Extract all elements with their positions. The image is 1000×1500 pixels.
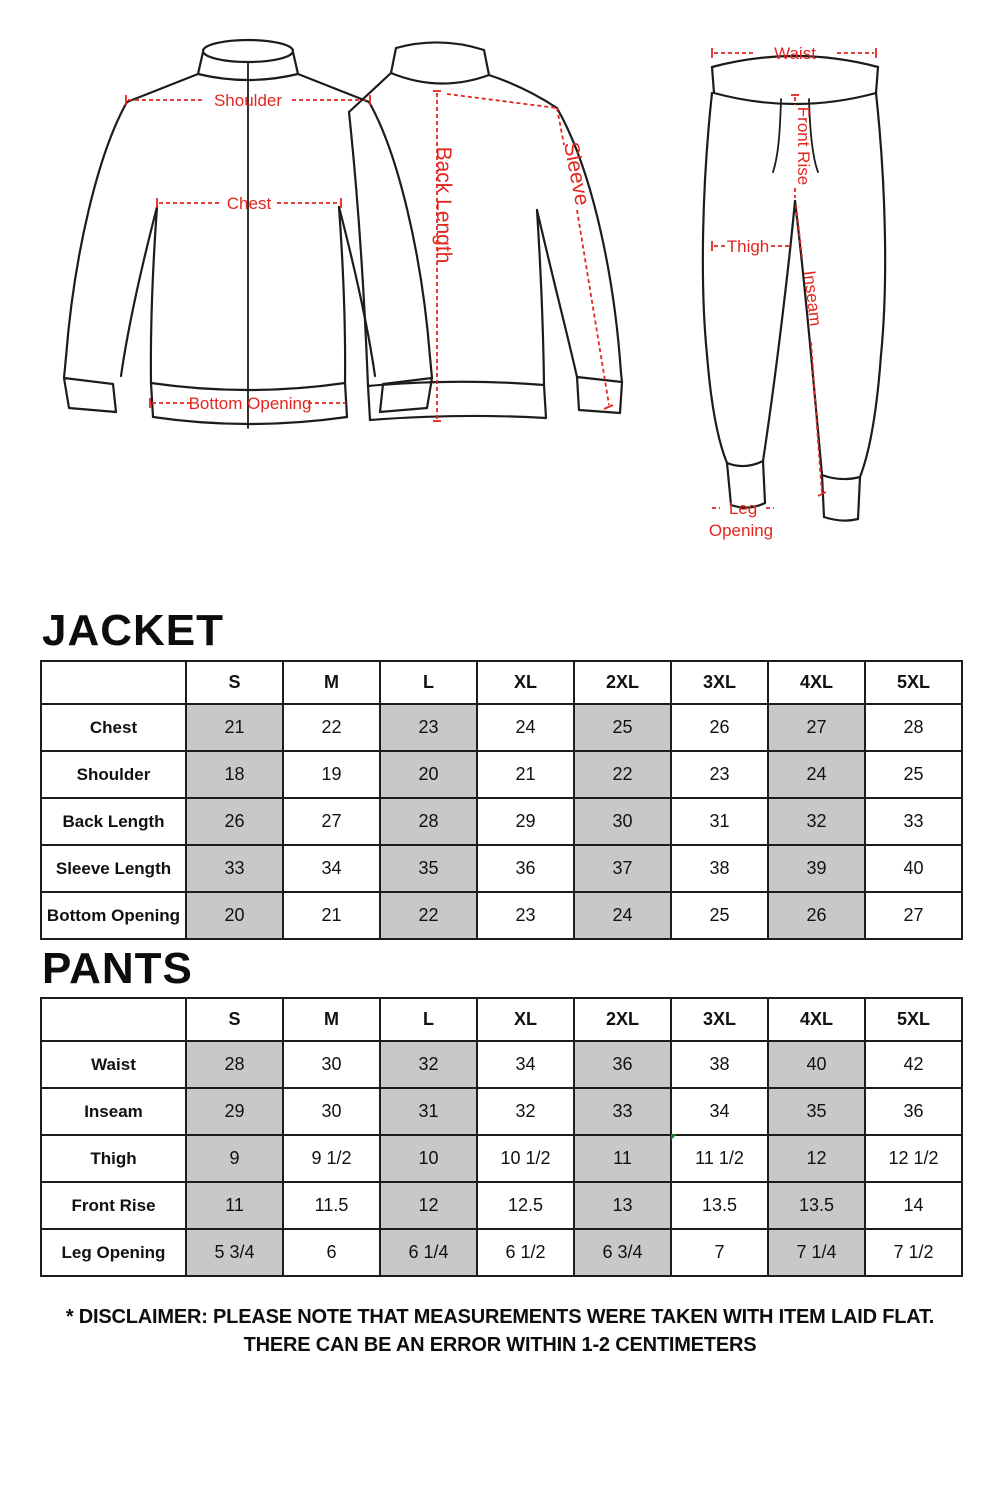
size-value-cell: 28 xyxy=(380,798,477,845)
jacket-size-table xyxy=(40,660,963,940)
size-value-cell: 34 xyxy=(477,1041,574,1088)
size-value-cell: 25 xyxy=(865,751,962,798)
shoulder-measure-label: Shoulder xyxy=(213,91,283,110)
size-value-cell: 22 xyxy=(283,704,380,751)
size-value-cell: 21 xyxy=(283,892,380,939)
size-value-cell: 23 xyxy=(380,704,477,751)
size-value-cell: 28 xyxy=(186,1041,283,1088)
size-column-header: 3XL xyxy=(671,998,768,1041)
size-value-cell: 13 xyxy=(574,1182,671,1229)
size-column-header: 5XL xyxy=(865,998,962,1041)
size-column-header: 4XL xyxy=(768,661,865,704)
measurement-row-label: Waist xyxy=(41,1041,186,1088)
measurement-row-label: Chest xyxy=(41,704,186,751)
table-row xyxy=(41,751,962,798)
waist-measure-label: Waist xyxy=(774,44,816,63)
size-value-cell: 22 xyxy=(380,892,477,939)
size-value-cell: 7 xyxy=(671,1229,768,1276)
size-value-cell: 36 xyxy=(574,1041,671,1088)
size-value-cell: 40 xyxy=(768,1041,865,1088)
pants-section-title: PANTS xyxy=(42,944,193,993)
size-value-cell: 32 xyxy=(380,1041,477,1088)
front-rise-measure-label: Front Rise xyxy=(794,106,813,186)
size-value-cell: 13.5 xyxy=(768,1182,865,1229)
disclaimer-text xyxy=(0,1303,1000,1359)
size-value-cell: 37 xyxy=(574,845,671,892)
size-value-cell: 5 3/4 xyxy=(186,1229,283,1276)
size-value-cell: 9 1/2 xyxy=(283,1135,380,1182)
size-value-cell: 38 xyxy=(671,1041,768,1088)
garment-measurement-diagram xyxy=(0,0,1000,550)
size-value-cell: 42 xyxy=(865,1041,962,1088)
size-value-cell: 21 xyxy=(477,751,574,798)
size-value-cell: 33 xyxy=(574,1088,671,1135)
size-column-header: 2XL xyxy=(574,998,671,1041)
size-value-cell: 11.5 xyxy=(283,1182,380,1229)
jacket-section-title: JACKET xyxy=(42,606,225,655)
jacket-front-drawing xyxy=(64,40,432,428)
size-value-cell: 14 xyxy=(865,1182,962,1229)
size-value-cell: 36 xyxy=(477,845,574,892)
measurement-row-label: Inseam xyxy=(41,1088,186,1135)
jacket-back-drawing xyxy=(349,42,622,421)
size-value-cell: 20 xyxy=(380,751,477,798)
measurement-row-label: Leg Opening xyxy=(41,1229,186,1276)
size-value-cell: 6 3/4 xyxy=(574,1229,671,1276)
size-column-header: S xyxy=(186,998,283,1041)
size-column-header: 4XL xyxy=(768,998,865,1041)
size-column-header: 2XL xyxy=(574,661,671,704)
size-value-cell: 32 xyxy=(768,798,865,845)
size-value-cell: 26 xyxy=(671,704,768,751)
size-value-cell: 30 xyxy=(574,798,671,845)
table-row xyxy=(41,1041,962,1088)
disclaimer-line1: * DISCLAIMER: PLEASE NOTE THAT MEASUREMENTS WERE TAKEN WITH ITEM LAID FLAT. xyxy=(65,1306,935,1328)
size-value-cell: 12 xyxy=(768,1135,865,1182)
measurement-row-label: Front Rise xyxy=(41,1182,186,1229)
size-value-cell: 6 xyxy=(283,1229,380,1276)
size-value-cell: 18 xyxy=(186,751,283,798)
size-value-cell: 33 xyxy=(865,798,962,845)
corner-cell xyxy=(41,661,186,704)
size-value-cell: 38 xyxy=(671,845,768,892)
size-value-cell: 40 xyxy=(865,845,962,892)
size-value-cell: 12 xyxy=(380,1182,477,1229)
leg-opening-measure-label-line1: Leg xyxy=(728,499,758,518)
size-column-header: 5XL xyxy=(865,661,962,704)
table-row xyxy=(41,892,962,939)
size-value-cell: 27 xyxy=(768,704,865,751)
measurement-row-label: Sleeve Length xyxy=(41,845,186,892)
leg-opening-measure-label-line2: Opening xyxy=(708,521,774,540)
table-row xyxy=(41,1182,962,1229)
size-value-cell: 31 xyxy=(671,798,768,845)
size-value-cell: 33 xyxy=(186,845,283,892)
sleeve-measure-label: Sleeve xyxy=(558,140,594,208)
corner-cell xyxy=(41,998,186,1041)
size-value-cell: 11 1/2 xyxy=(671,1135,768,1182)
size-column-header: XL xyxy=(477,661,574,704)
size-value-cell: 35 xyxy=(380,845,477,892)
size-value-cell: 10 xyxy=(380,1135,477,1182)
table-row xyxy=(41,1088,962,1135)
size-value-cell: 35 xyxy=(768,1088,865,1135)
measurement-row-label: Back Length xyxy=(41,798,186,845)
size-value-cell: 19 xyxy=(283,751,380,798)
size-value-cell: 24 xyxy=(574,892,671,939)
measurement-row-label: Thigh xyxy=(41,1135,186,1182)
measurement-row-label: Bottom Opening xyxy=(41,892,186,939)
size-value-cell: 12.5 xyxy=(477,1182,574,1229)
size-column-header: L xyxy=(380,998,477,1041)
size-value-cell: 24 xyxy=(477,704,574,751)
chest-measure-label: Chest xyxy=(226,194,272,213)
size-column-header: L xyxy=(380,661,477,704)
size-value-cell: 7 1/4 xyxy=(768,1229,865,1276)
size-value-cell: 11 xyxy=(186,1182,283,1229)
size-value-cell: 24 xyxy=(768,751,865,798)
pants-size-table xyxy=(40,997,963,1277)
size-value-cell: 25 xyxy=(574,704,671,751)
size-column-header: S xyxy=(186,661,283,704)
table-row xyxy=(41,1229,962,1276)
size-value-cell: 25 xyxy=(671,892,768,939)
size-value-cell: 27 xyxy=(283,798,380,845)
green-corner-artifact xyxy=(671,1134,677,1140)
size-value-cell: 12 1/2 xyxy=(865,1135,962,1182)
size-value-cell: 29 xyxy=(477,798,574,845)
size-value-cell: 28 xyxy=(865,704,962,751)
size-value-cell: 27 xyxy=(865,892,962,939)
size-value-cell: 23 xyxy=(671,751,768,798)
size-column-header: M xyxy=(283,998,380,1041)
size-value-cell: 31 xyxy=(380,1088,477,1135)
back-length-measure-label: Back Length xyxy=(432,146,455,264)
size-value-cell: 34 xyxy=(671,1088,768,1135)
size-value-cell: 39 xyxy=(768,845,865,892)
size-value-cell: 29 xyxy=(186,1088,283,1135)
pants-drawing xyxy=(703,44,885,540)
size-value-cell: 30 xyxy=(283,1088,380,1135)
size-value-cell: 36 xyxy=(865,1088,962,1135)
size-value-cell: 23 xyxy=(477,892,574,939)
size-value-cell: 10 1/2 xyxy=(477,1135,574,1182)
size-value-cell: 13.5 xyxy=(671,1182,768,1229)
size-value-cell: 22 xyxy=(574,751,671,798)
size-column-header: M xyxy=(283,661,380,704)
size-value-cell: 26 xyxy=(186,798,283,845)
table-row xyxy=(41,798,962,845)
size-column-header: 3XL xyxy=(671,661,768,704)
measurement-row-label: Shoulder xyxy=(41,751,186,798)
thigh-measure-label: Thigh xyxy=(726,237,770,256)
size-value-cell: 30 xyxy=(283,1041,380,1088)
size-value-cell: 21 xyxy=(186,704,283,751)
size-value-cell: 26 xyxy=(768,892,865,939)
disclaimer-line2: THERE CAN BE AN ERROR WITHIN 1-2 CENTIMETERS xyxy=(243,1334,757,1356)
size-value-cell: 6 1/2 xyxy=(477,1229,574,1276)
size-value-cell: 6 1/4 xyxy=(380,1229,477,1276)
inseam-measure-label: Inseam xyxy=(799,269,826,328)
bottom-opening-measure-label: Bottom Opening xyxy=(188,394,312,413)
size-value-cell: 20 xyxy=(186,892,283,939)
size-column-header: XL xyxy=(477,998,574,1041)
size-value-cell: 9 xyxy=(186,1135,283,1182)
table-row xyxy=(41,845,962,892)
table-row xyxy=(41,704,962,751)
size-value-cell: 7 1/2 xyxy=(865,1229,962,1276)
size-value-cell: 11 xyxy=(574,1135,671,1182)
size-value-cell: 34 xyxy=(283,845,380,892)
size-value-cell: 32 xyxy=(477,1088,574,1135)
table-row xyxy=(41,1135,962,1182)
